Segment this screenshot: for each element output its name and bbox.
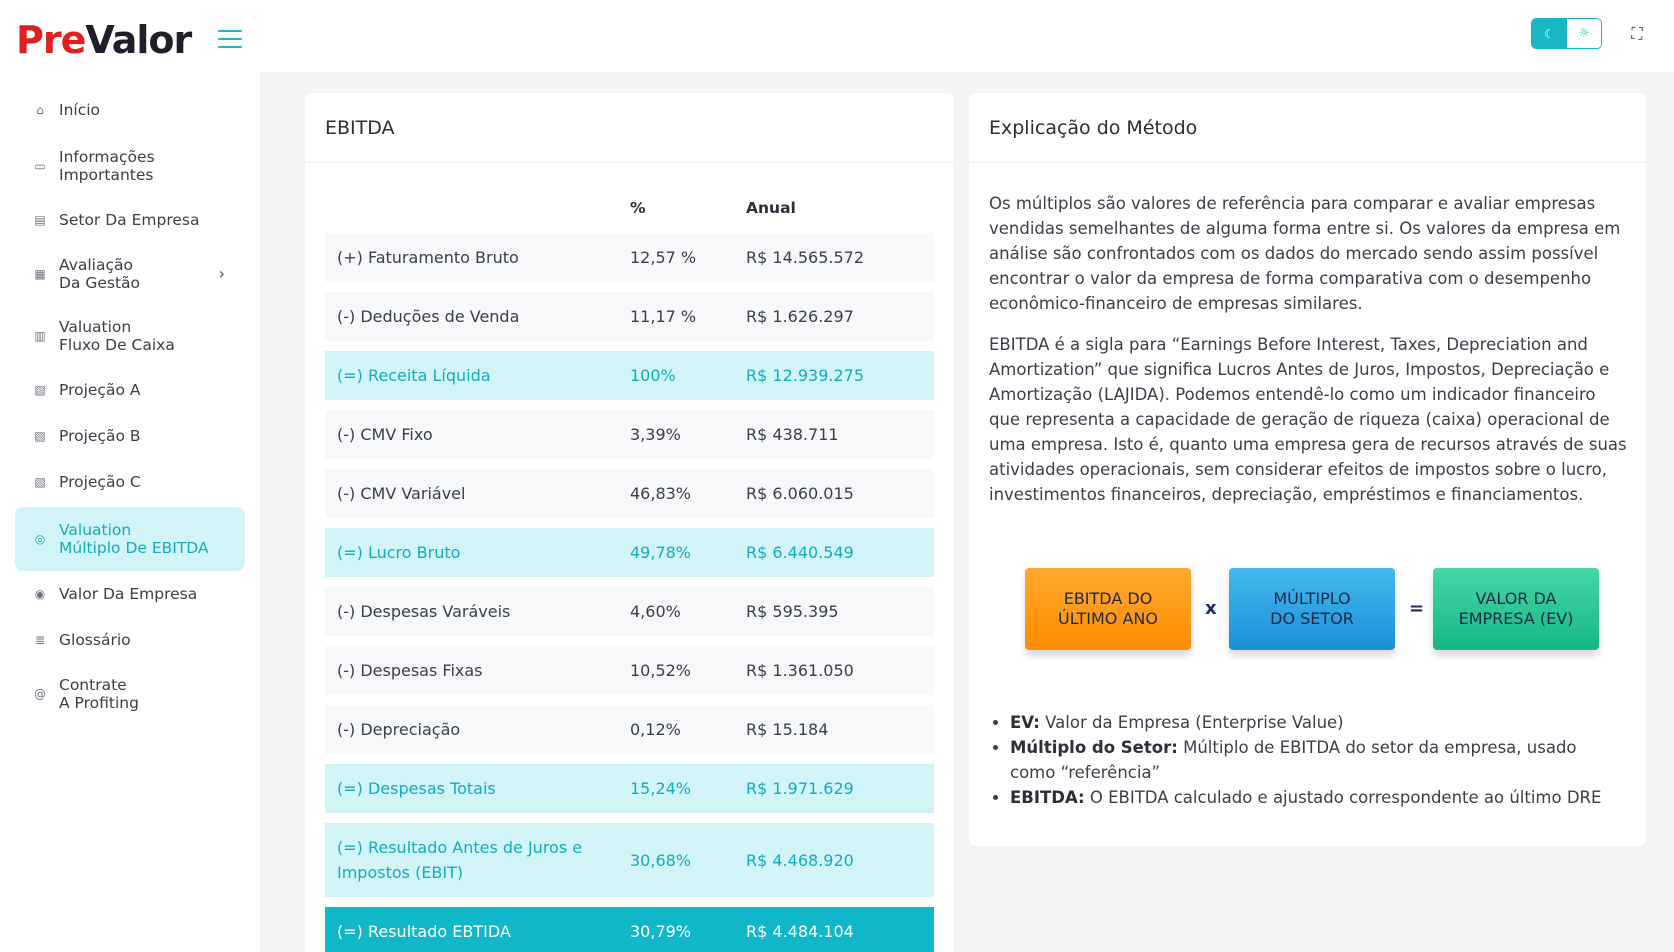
table-row: (-) Deduções de Venda 11,17 % R$ 1.626.297: [325, 292, 934, 341]
fullscreen-icon[interactable]: ⛶: [1631, 24, 1643, 43]
at-icon: @: [34, 687, 46, 701]
formula-diagram: [1025, 568, 1605, 658]
table-row: (-) CMV Variável 46,83% R$ 6.060.015: [325, 469, 934, 518]
definition-list: [1010, 710, 1610, 810]
list-icon: ≣: [34, 633, 46, 647]
table-row: (=) Lucro Bruto 49,78% R$ 6.440.549: [325, 528, 934, 577]
cash-icon: ▧: [34, 383, 46, 397]
moon-icon[interactable]: ☾: [1532, 19, 1567, 48]
formula-multiply: x: [1205, 598, 1217, 619]
sidebar-item-informacoes[interactable]: ▭ Informações Importantes: [34, 148, 155, 184]
sidebar-item-contrate[interactable]: @ Contrate A Profiting: [34, 676, 139, 712]
formula-box-valor: VALOR DA EMPRESA (EV): [1433, 568, 1599, 650]
target-icon: ◎: [34, 532, 46, 546]
table-row: (+) Faturamento Bruto 12,57 % R$ 14.565.572: [325, 233, 934, 282]
ebitda-table: [325, 191, 934, 952]
table-header: [325, 191, 934, 225]
table-row: (=) Resultado Antes de Juros e Impostos (EBIT) 30,68% R$ 4.468.920: [325, 823, 934, 897]
table-row: (-) Depreciação 0,12% R$ 15.184: [325, 705, 934, 754]
formula-box-ebitda: EBITDA DO ÚLTIMO ANO: [1025, 568, 1191, 650]
sidebar-item-inicio[interactable]: ⌂ Início: [15, 87, 245, 133]
header-pct: %: [630, 199, 646, 217]
ebitda-card: [305, 93, 954, 952]
sidebar-item-projecao-c[interactable]: ▧ Projeção C: [34, 473, 141, 491]
explanation-paragraph: Os múltiplos são valores de referência para comparar e avaliar empresas vendidas semelhantes de alguma forma entre si. Os valores da empresa em análise são confrontados com os dados do mercado sendo assim possível encontrar o valor da empresa de forma comparativa com o desempenho econômico-financeiro de empresas similares.: [989, 194, 1621, 313]
bar-chart-icon: ▥: [34, 329, 46, 343]
id-card-icon: ▤: [34, 213, 46, 227]
list-item: • EBITDA: O EBITDA calculado e ajustado correspondente ao último DRE: [1010, 785, 1610, 810]
sidebar-item-valor-empresa[interactable]: ◉ Valor Da Empresa: [34, 585, 198, 603]
table-row: (=) Receita Líquida 100% R$ 12.939.275: [325, 351, 934, 400]
sidebar-item-fluxo-caixa[interactable]: ▥ Valuation Fluxo De Caixa: [34, 318, 175, 354]
table-row: (-) Despesas Fixas 10,52% R$ 1.361.050: [325, 646, 934, 695]
topbar: [260, 0, 1674, 72]
coins-icon: ◉: [34, 587, 46, 601]
chevron-right-icon: ›: [218, 264, 225, 283]
explanation-body: [989, 191, 1629, 523]
ebitda-card-title: EBITDA: [305, 93, 954, 163]
sidebar-item-setor[interactable]: ▤ Setor Da Empresa: [34, 211, 200, 229]
sidebar-item-projecao-b[interactable]: ▧ Projeção B: [34, 427, 141, 445]
formula-equals: =: [1409, 598, 1425, 619]
cash-icon: ▧: [34, 429, 46, 443]
explanation-card-title: Explicação do Método: [969, 93, 1646, 163]
cash-icon: ▧: [34, 475, 46, 489]
table-row: (-) Despesas Varáveis 4,60% R$ 595.395: [325, 587, 934, 636]
explanation-paragraph: EBITDA é a sigla para “Earnings Before Interest, Taxes, Depreciation and Amortization” que significa Lucros Antes de Juros, Impostos, Depreciação e Amortização (LAJIDA). Podemos entendê-lo como um indicador financeiro que representa a capacidade de geração de riqueza (caixa) operacional de uma empresa. Isto é, quanto uma empresa gera de recursos através de suas atividades operacionais, sem considerar efeitos de impostos sobre o lucro, investimentos financeiros, depreciação, empréstimos e financiamentos.: [989, 335, 1627, 504]
table-row: (-) CMV Fixo 3,39% R$ 438.711: [325, 410, 934, 459]
sidebar-item-multiplo-ebitda[interactable]: ◎ Valuation Múltiplo De EBITDA: [15, 507, 245, 571]
theme-toggle[interactable]: [1531, 18, 1602, 49]
inbox-icon: ▭: [34, 159, 46, 173]
table-row-total: (=) Resultado EBTIDA 30,79% R$ 4.484.104: [325, 907, 934, 952]
sidebar-item-glossario[interactable]: ≣ Glossário: [34, 631, 131, 649]
header-annual: Anual: [746, 199, 796, 217]
sidebar-nav: [15, 87, 245, 725]
menu-toggle-icon[interactable]: [218, 30, 242, 50]
home-icon: ⌂: [36, 103, 44, 117]
explanation-card: [969, 93, 1646, 846]
sidebar-item-projecao-a[interactable]: ▧ Projeção A: [34, 381, 141, 399]
calendar-icon: ▦: [34, 267, 46, 281]
formula-box-multiplo: MÚLTIPLO DO SETOR: [1229, 568, 1395, 650]
sun-icon[interactable]: ☼: [1567, 19, 1601, 48]
list-item: • Múltiplo do Setor: Múltiplo de EBITDA do setor da empresa, usado como “referência”: [1010, 735, 1610, 785]
brand-logo[interactable]: PreValor: [16, 18, 192, 62]
list-item: • EV: Valor da Empresa (Enterprise Value): [1010, 710, 1610, 735]
sidebar: [0, 0, 260, 952]
sidebar-item-avaliacao[interactable]: ▦ Avaliação Da Gestão ›: [34, 256, 225, 292]
table-row: (=) Despesas Totais 15,24% R$ 1.971.629: [325, 764, 934, 813]
